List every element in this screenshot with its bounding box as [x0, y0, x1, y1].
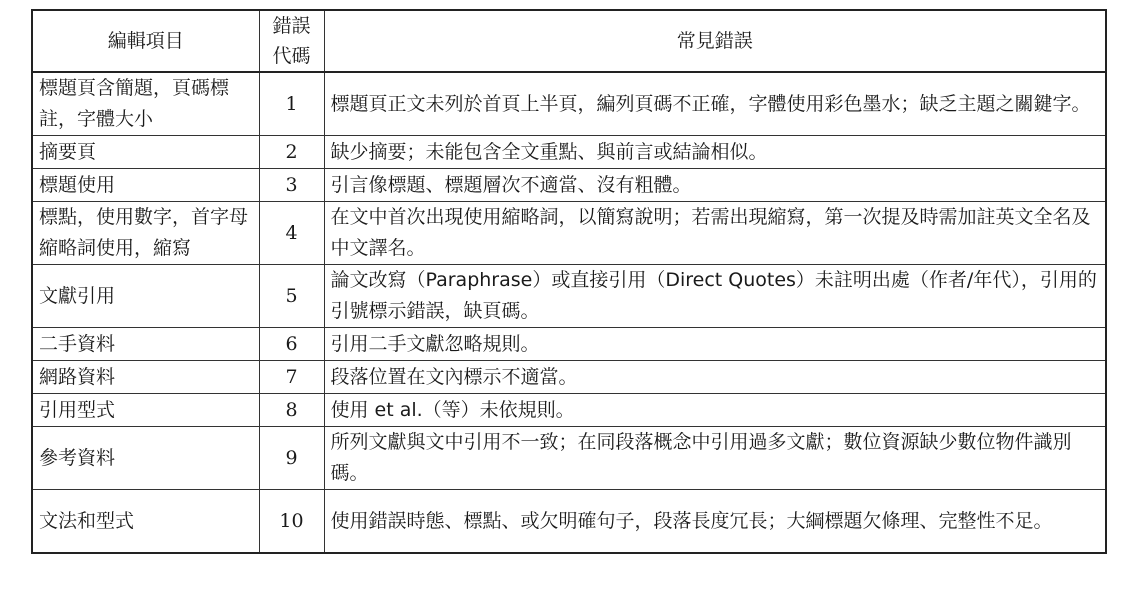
- table-row: [32, 490, 1106, 554]
- row-item: 標題頁含簡題，頁碼標註，字體大小: [32, 72, 259, 136]
- row-desc: 引言像標題、標題層次不適當、沒有粗體。: [324, 169, 1106, 202]
- header-item: 編輯項目: [32, 10, 259, 72]
- row-item: 標點，使用數字，首字母縮略詞使用，縮寫: [32, 202, 259, 265]
- row-code: 1: [259, 72, 324, 136]
- error-code-table: [31, 9, 1107, 554]
- row-item: 文獻引用: [32, 265, 259, 328]
- row-desc: 使用錯誤時態、標點、或欠明確句子，段落長度冗長；大綱標題欠條理、完整性不足。: [324, 490, 1106, 554]
- row-code: 2: [259, 136, 324, 169]
- header-code: 錯誤代碼: [259, 10, 324, 72]
- row-item: 參考資料: [32, 427, 259, 490]
- row-item: 引用型式: [32, 394, 259, 427]
- table-row: [32, 136, 1106, 169]
- row-code: 6: [259, 328, 324, 361]
- row-code: 8: [259, 394, 324, 427]
- row-desc: 所列文獻與文中引用不一致；在同段落概念中引用過多文獻；數位資源缺少數位物件識別碼。: [324, 427, 1106, 490]
- row-code: 4: [259, 202, 324, 265]
- table-row: [32, 427, 1106, 490]
- header-desc: 常見錯誤: [324, 10, 1106, 72]
- row-code: 7: [259, 361, 324, 394]
- table-row: [32, 72, 1106, 136]
- row-desc: 論文改寫（Paraphrase）或直接引用（Direct Quotes）未註明出處（作者/年代），引用的引號標示錯誤，缺頁碼。: [324, 265, 1106, 328]
- row-code: 10: [259, 490, 324, 554]
- table-row: [32, 328, 1106, 361]
- row-item: 標題使用: [32, 169, 259, 202]
- row-item: 摘要頁: [32, 136, 259, 169]
- table-row: [32, 169, 1106, 202]
- table-row: [32, 202, 1106, 265]
- row-desc: 缺少摘要；未能包含全文重點、與前言或結論相似。: [324, 136, 1106, 169]
- row-item: 二手資料: [32, 328, 259, 361]
- row-code: 3: [259, 169, 324, 202]
- row-item: 網路資料: [32, 361, 259, 394]
- row-desc: 引用二手文獻忽略規則。: [324, 328, 1106, 361]
- table-row: [32, 361, 1106, 394]
- row-desc: 段落位置在文內標示不適當。: [324, 361, 1106, 394]
- table-header-row: [32, 10, 1106, 72]
- row-item: 文法和型式: [32, 490, 259, 554]
- row-desc: 使用 et al.（等）未依規則。: [324, 394, 1106, 427]
- row-code: 5: [259, 265, 324, 328]
- table-row: [32, 265, 1106, 328]
- row-desc: 標題頁正文未列於首頁上半頁，編列頁碼不正確，字體使用彩色墨水；缺乏主題之關鍵字。: [324, 72, 1106, 136]
- table-row: [32, 394, 1106, 427]
- row-code: 9: [259, 427, 324, 490]
- row-desc: 在文中首次出現使用縮略詞，以簡寫說明；若需出現縮寫，第一次提及時需加註英文全名及中文譯名。: [324, 202, 1106, 265]
